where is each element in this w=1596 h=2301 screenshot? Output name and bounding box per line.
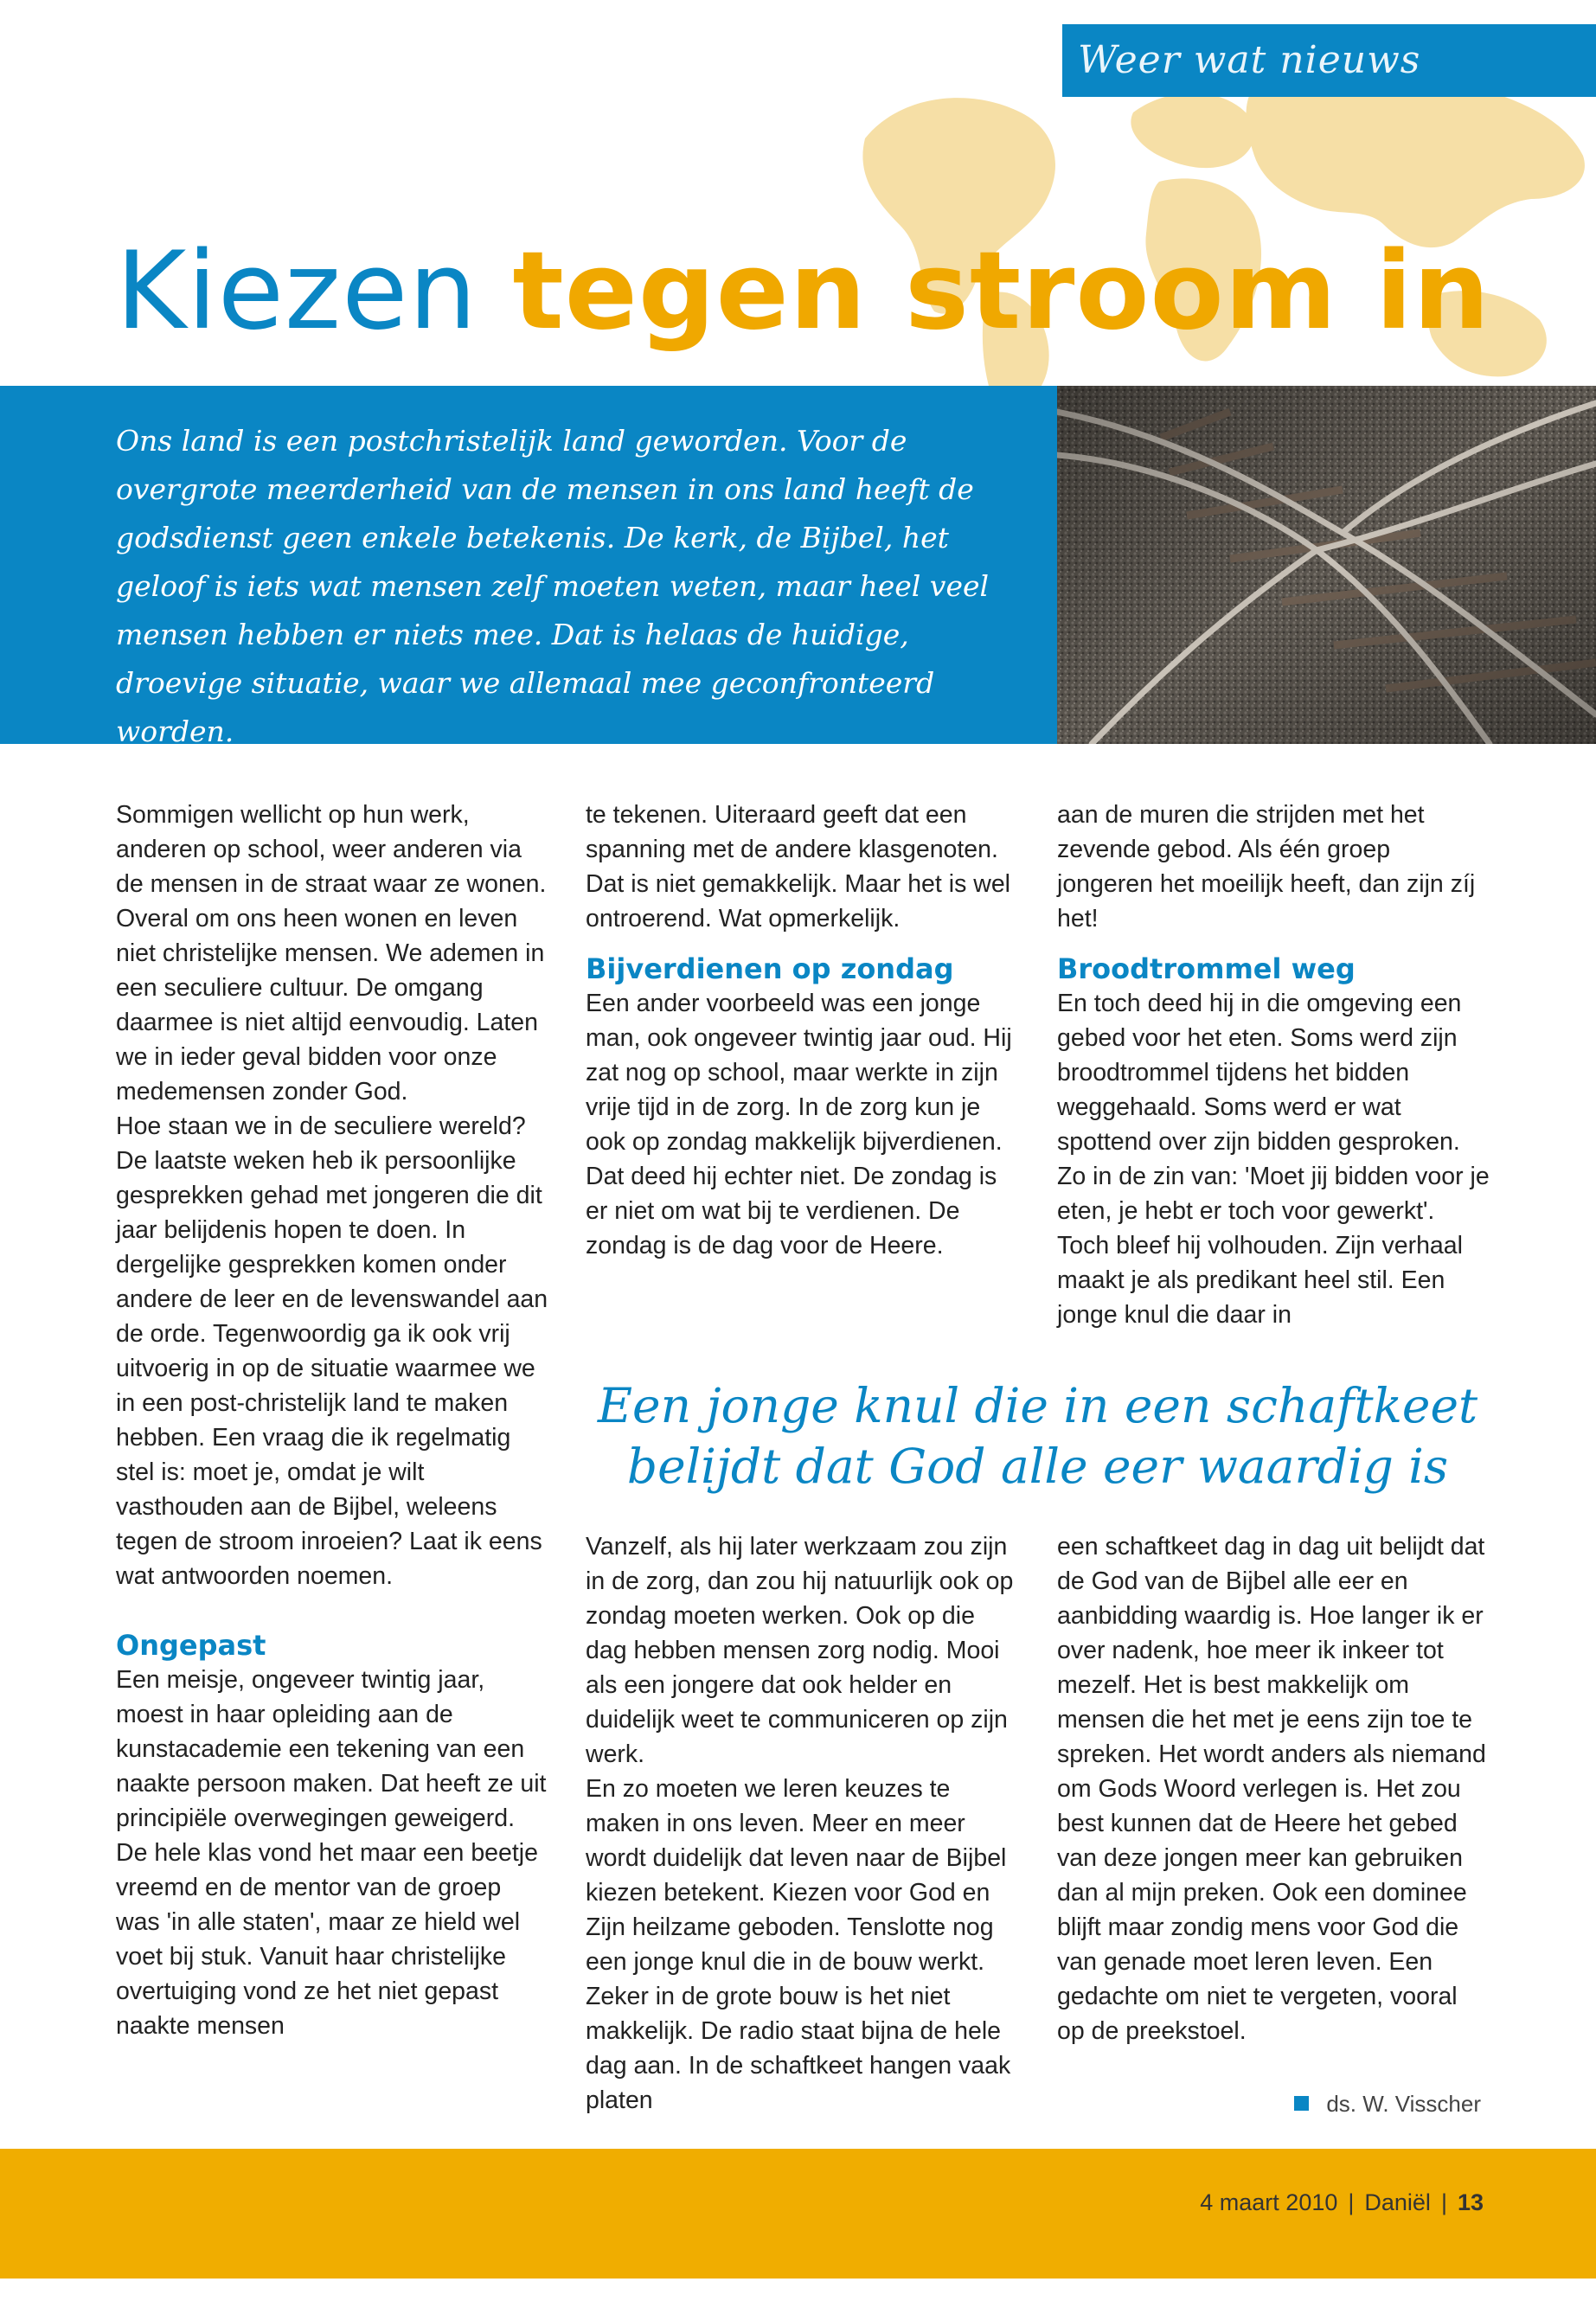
headline-light: Kiezen	[116, 229, 478, 354]
paragraph: Sommigen wellicht op hun werk, anderen op school, weer anderen via de mensen in de straat waar ze wonen. Overal om ons heen wonen en leven niet christelijke mensen. We ademen in een seculiere cultuur. De omgang daarmee is niet altijd eenvoudig. Laten we in ieder geval bidden voor onze medemensen zonder God.	[116, 801, 547, 1106]
subheading-bijverdienen: Bijverdienen op zondag	[586, 952, 954, 985]
column-2-bottom	[586, 1529, 1018, 2118]
issue-date: 4 maart 2010	[1200, 2189, 1338, 2215]
article-headline	[116, 227, 1490, 356]
paragraph: aan de muren die strijden met het zevende gebod. Als één groep jongeren het moeilijk heeft, dan zijn zíj het!	[1057, 801, 1476, 933]
pull-quote-line: belijdt dat God alle eer waardig is	[626, 1439, 1449, 1494]
footer-info: 4 maart 2010 | Daniël | 13	[1200, 2189, 1484, 2215]
railway-switch-photo	[1057, 386, 1596, 744]
author-credit: ds. W. Visscher	[1326, 2091, 1481, 2117]
subheading-ongepast: Ongepast	[116, 1629, 266, 1662]
paragraph: Hoe staan we in de seculiere wereld? De laatste weken heb ik persoonlijke gesprekken gehad met jongeren die dit jaar belijdenis hopen te doen. In dergelijke gesprekken komen onder andere de leer en de levenswandel aan de orde. Tegenwoordig ga ik ook vrij uitvoerig in op de situatie waarmee we in een post-christelijk land te maken hebben. Een vraag die ik regelmatig stel is: moet je, omdat je wilt vasthouden aan de Bijbel, weleens tegen de stroom inroeien? Laat ik eens wat antwoorden noemen.	[116, 1112, 548, 1590]
section-label: Weer wat nieuws	[1062, 24, 1596, 97]
paragraph: Een meisje, ongeveer twintig jaar, moest in haar opleiding aan de kunstacademie een tekening van een naakte persoon maken. Dat heeft ze uit principiële overwegingen geweigerd. De hele klas vond het maar een beetje vreemd en de mentor van de groep was 'in alle staten', maar ze hield wel voet bij stuk. Vanuit haar christelijke overtuiging vond ze het niet gepast naakte mensen	[116, 1666, 547, 2040]
intro-text: Ons land is een postchristelijk land geworden. Voor de overgrote meerderheid van de mensen in ons land heeft de godsdienst geen enkele betekenis. De kerk, de Bijbel, het geloof is iets wat mensen zelf moeten weten, maar heel veel mensen hebben er niets mee. Dat is helaas de huidige, droevige situatie, waar we allemaal mee geconfronteerd worden.	[116, 424, 990, 748]
paragraph: Vanzelf, als hij later werkzaam zou zijn in de zorg, dan zou hij natuurlijk ook op zondag moeten werken. Ook op die dag hebben mensen zorg nodig. Mooi als een jongere dat ook helder en duidelijk weet te communiceren op zijn werk.	[586, 1533, 1014, 1768]
paragraph: En zo moeten we leren keuzes te maken in ons leven. Meer en meer wordt duidelijk dat leven naar de Bijbel kiezen betekent. Kiezen voor God en Zijn heilzame geboden. Tenslotte nog een jonge knul die in de bouw werkt. Zeker in de grote bouw is het niet makkelijk. De radio staat bijna de hele dag aan. In de schaftkeet hangen vaak platen	[586, 1775, 1011, 2114]
column-3-top	[1057, 798, 1490, 1332]
column-3-bottom	[1057, 1529, 1490, 2048]
page-number: 13	[1457, 2189, 1484, 2215]
publication-name: Daniël	[1364, 2189, 1431, 2215]
column-1	[116, 798, 548, 2043]
pull-quote	[586, 1375, 1490, 1497]
pull-quote-line: Een jonge knul die in een schaftkeet	[597, 1378, 1478, 1433]
headline-bold: tegen stroom in	[512, 229, 1490, 354]
paragraph: En toch deed hij in die omgeving een gebed voor het eten. Soms werd zijn broodtrommel tijdens het bidden weggehaald. Soms werd er wat spottend over zijn bidden gesproken. Zo in de zin van: 'Moet jij bidden voor je eten, je hebt er toch voor gewerkt'. Toch bleef hij volhouden. Zijn verhaal maakt je als predikant heel stil. Een jonge knul die daar in	[1057, 990, 1490, 1329]
subheading-broodtrommel: Broodtrommel weg	[1057, 952, 1356, 985]
paragraph: een schaftkeet dag in dag uit belijdt dat de God van de Bijbel alle eer en aanbidding waardig is. Hoe langer ik er over nadenk, hoe meer ik inkeer tot mezelf. Het is best makkelijk om mensen die het met je eens zijn toe te spreken. Het wordt anders als niemand om Gods Woord verlegen is. Het zou best kunnen dat de Heere het gebed van deze jongen meer kan gebruiken dan al mijn preken. Ook een dominee blijft maar zondig mens voor God die van genade moet leren leven. Een gedachte om niet te vergeten, vooral op de preekstoel.	[1057, 1533, 1486, 2045]
column-2-top	[586, 798, 1018, 1263]
paragraph: te tekenen. Uiteraard geeft dat een spanning met de andere klasgenoten. Dat is niet gemakkelijk. Maar het is wel ontroerend. Wat opmerkelijk.	[586, 801, 1011, 933]
paragraph: Een ander voorbeeld was een jonge man, ook ongeveer twintig jaar oud. Hij zat nog op school, maar werkte in zijn vrije tijd in de zorg. In de zorg kun je ook op zondag makkelijk bijverdienen. Dat deed hij echter niet. De zondag is er niet om wat bij te verdienen. De zondag is de dag voor de Heere.	[586, 990, 1012, 1259]
